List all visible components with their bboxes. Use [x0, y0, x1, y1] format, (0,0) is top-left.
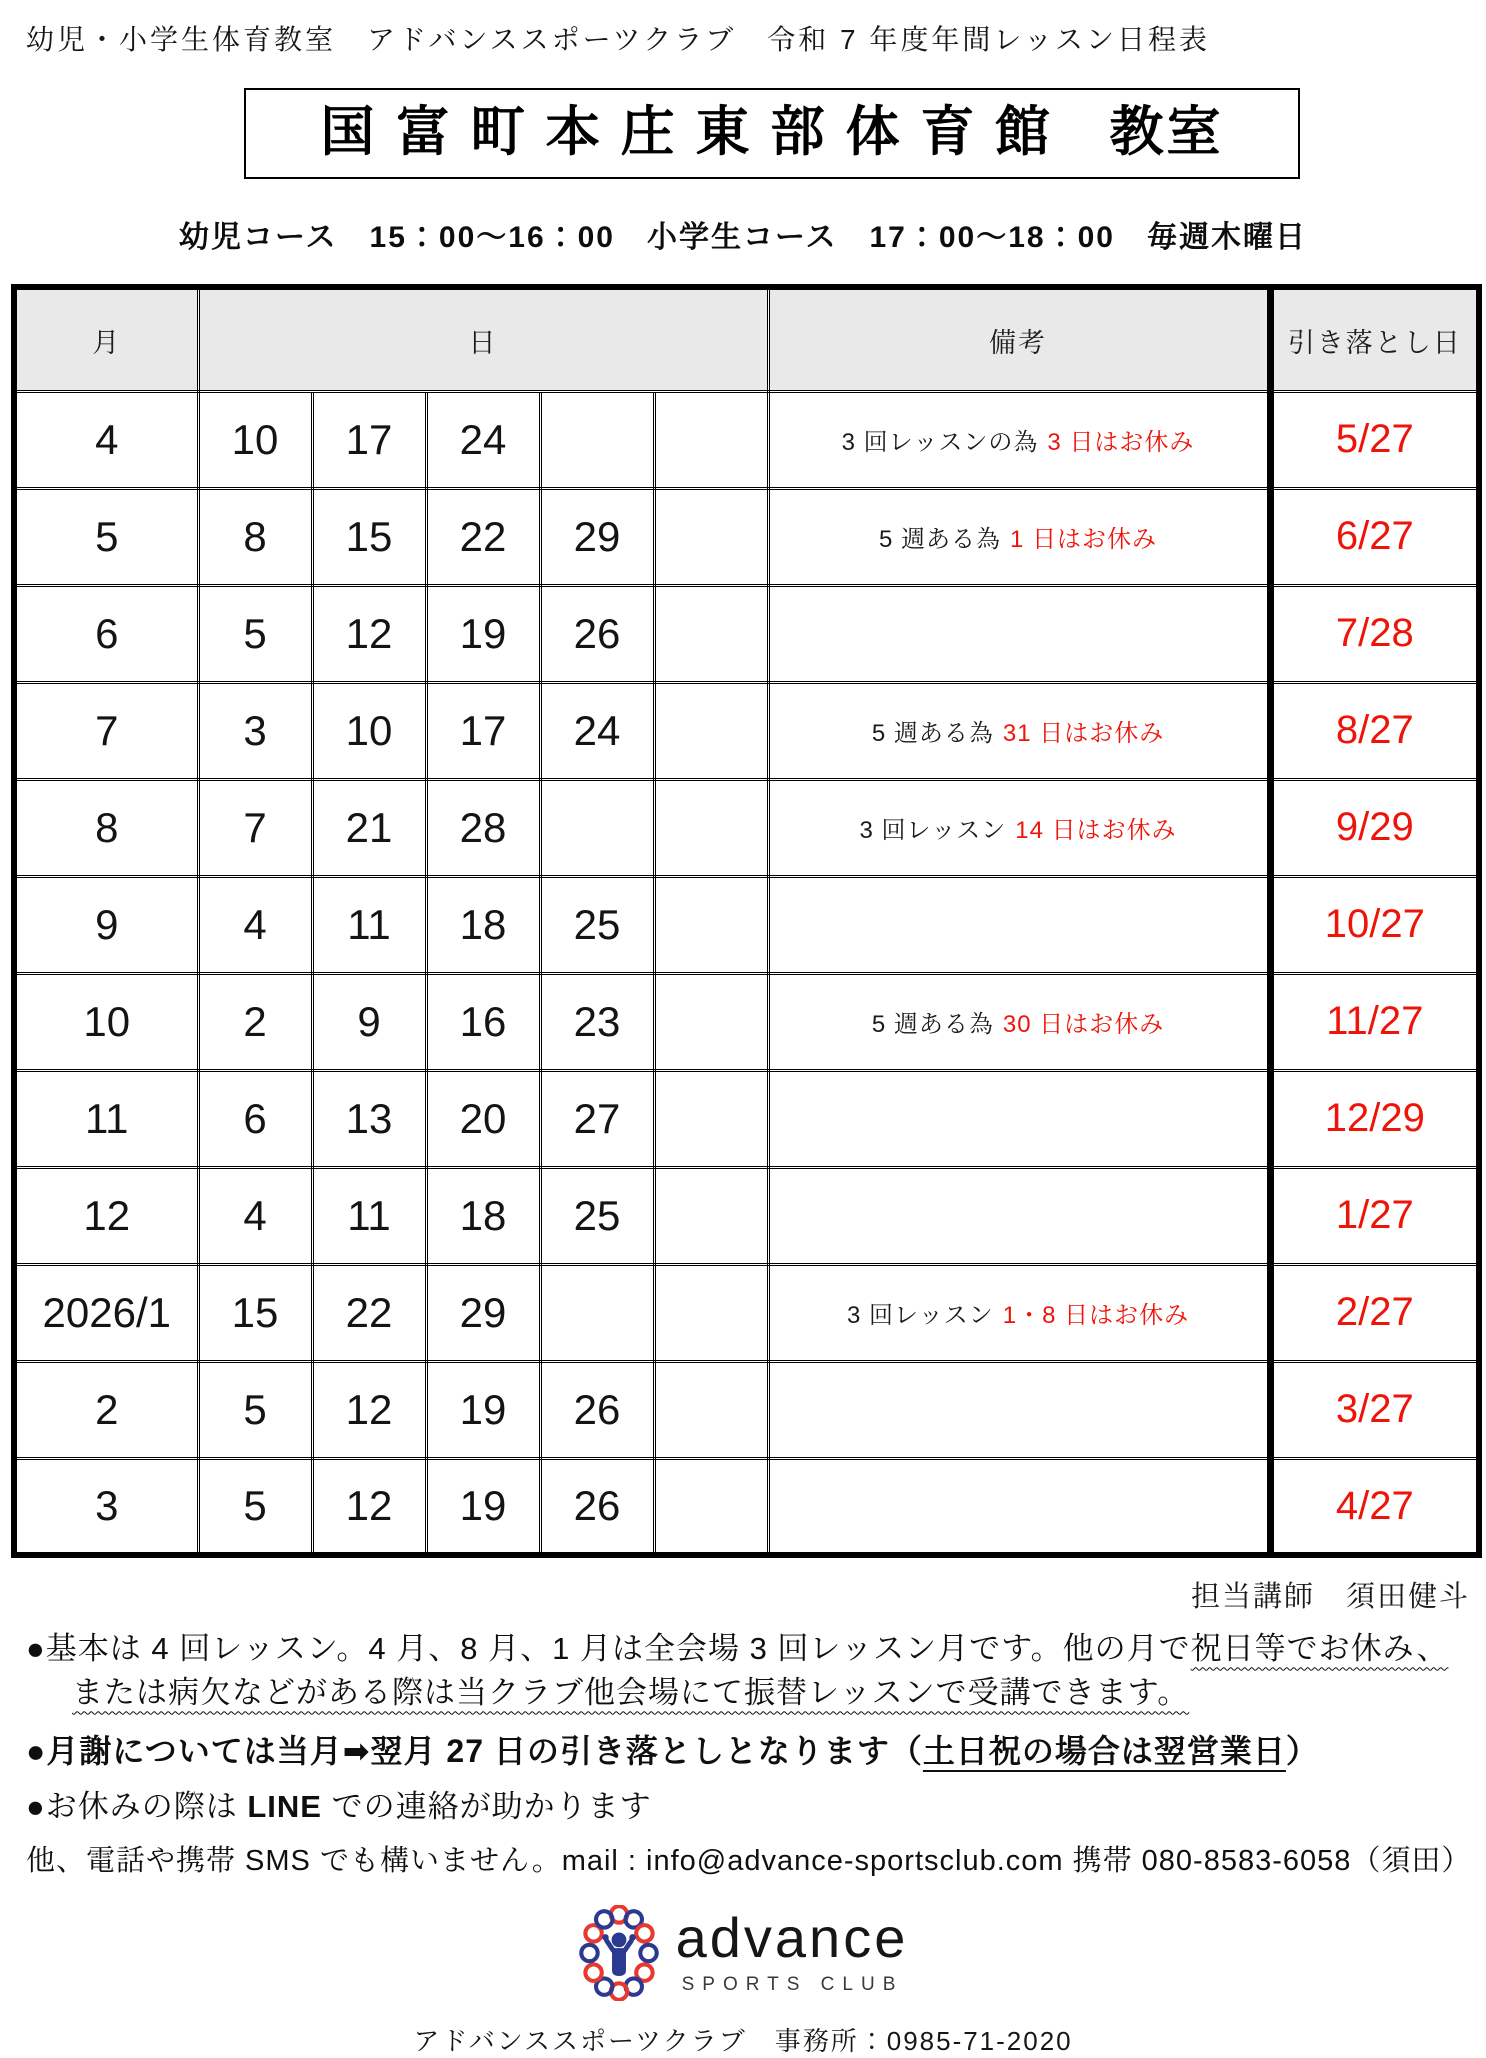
day-cell: 9 [312, 973, 426, 1070]
day-cell [654, 1070, 768, 1167]
day-cell: 17 [426, 682, 540, 779]
note-cell [768, 391, 1270, 488]
month-cell: 2026/1 [14, 1264, 198, 1361]
day-cell: 20 [426, 1070, 540, 1167]
note-highlight-text: 3 日はお休み [1047, 429, 1195, 457]
day-cell: 11 [312, 876, 426, 973]
day-cell: 17 [312, 391, 426, 488]
day-cell: 5 [198, 585, 312, 682]
month-cell: 5 [14, 488, 198, 585]
debit-date-cell: 4/27 [1270, 1458, 1479, 1555]
day-cell: 5 [198, 1361, 312, 1458]
day-cell [654, 1264, 768, 1361]
day-cell [654, 973, 768, 1070]
table-header-row [14, 287, 1479, 391]
day-cell: 25 [540, 876, 654, 973]
lesson-schedule-table [11, 284, 1482, 1558]
note-line-4 [26, 1785, 1466, 1829]
schedule-row [14, 1167, 1479, 1264]
debit-date-cell: 6/27 [1270, 488, 1479, 585]
day-cell: 3 [198, 682, 312, 779]
debit-date-cell: 10/27 [1270, 876, 1479, 973]
schedule-row [14, 1070, 1479, 1167]
note-cell [768, 682, 1270, 779]
day-cell: 23 [540, 973, 654, 1070]
note-cell [768, 1361, 1270, 1458]
schedule-row [14, 682, 1479, 779]
schedule-row [14, 1458, 1479, 1555]
note-cell [768, 488, 1270, 585]
day-cell: 25 [540, 1167, 654, 1264]
note-line-4-line-word: LINE [247, 1789, 322, 1825]
day-cell: 11 [312, 1167, 426, 1264]
note-highlight-text: 31 日はお休み [1002, 720, 1165, 748]
note-cell [768, 585, 1270, 682]
day-cell: 15 [312, 488, 426, 585]
note-line-2-wavy-text: または病欠などがある際は当クラブ他会場にて振替レッスンで受講できます。 [72, 1675, 1190, 1711]
debit-date-cell: 7/28 [1270, 585, 1479, 682]
office-phone-footer: アドバンススポーツクラブ 事務所：0985-71-2020 [413, 2026, 1073, 2057]
day-cell [540, 391, 654, 488]
note-cell [768, 1070, 1270, 1167]
note-cell [768, 973, 1270, 1070]
day-cell [540, 779, 654, 876]
day-cell: 22 [426, 488, 540, 585]
day-cell: 27 [540, 1070, 654, 1167]
col-header-note: 備考 [768, 287, 1270, 391]
note-line-3-underlined-text: 土日祝の場合は翌営業日 [922, 1733, 1286, 1770]
footer-notes [0, 1627, 1486, 1883]
note-line-4-text: ●お休みの際は [26, 1789, 248, 1825]
day-cell: 24 [540, 682, 654, 779]
day-cell: 10 [312, 682, 426, 779]
schedule-row [14, 1361, 1479, 1458]
venue-title: 国 富 町 本 庄 東 部 体 育 館 教室 [320, 102, 1224, 162]
month-cell: 12 [14, 1167, 198, 1264]
schedule-row [14, 488, 1479, 585]
schedule-row [14, 973, 1479, 1070]
note-line-3 [26, 1729, 1466, 1773]
note-highlight-text: 1 日はお休み [1010, 526, 1158, 554]
month-cell: 6 [14, 585, 198, 682]
day-cell: 4 [198, 876, 312, 973]
note-cell [768, 876, 1270, 973]
document-header-line: 幼児・小学生体育教室 アドバンススポーツクラブ 令和 7 年度年間レッスン日程表 [26, 24, 1211, 55]
debit-date-cell: 3/27 [1270, 1361, 1479, 1458]
day-cell: 19 [426, 1458, 540, 1555]
debit-date-cell: 1/27 [1270, 1167, 1479, 1264]
day-cell [654, 1167, 768, 1264]
day-cell: 29 [426, 1264, 540, 1361]
note-line-1-text: ●基本は 4 回レッスン。4 月、8 月、1 月は全会場 3 回レッスン月です。他の月で [26, 1631, 1191, 1667]
day-cell: 6 [198, 1070, 312, 1167]
club-logo [0, 1901, 1486, 2005]
course-times-subtitle: 幼児コース 15：00～16：00 小学生コース 17：00～18：00 毎週木曜日 [179, 221, 1307, 255]
venue-title-box [244, 88, 1300, 179]
day-cell: 7 [198, 779, 312, 876]
day-cell: 12 [312, 1361, 426, 1458]
day-cell: 26 [540, 1458, 654, 1555]
month-cell: 2 [14, 1361, 198, 1458]
day-cell: 5 [198, 1458, 312, 1555]
note-text: 5 週ある為 [871, 1011, 994, 1039]
day-cell: 18 [426, 1167, 540, 1264]
day-cell [654, 391, 768, 488]
note-line-2 [26, 1671, 1466, 1715]
day-cell: 2 [198, 973, 312, 1070]
note-line-3-text: ●月謝については当月➡翌月 27 日の引き落としとなります（ [26, 1733, 923, 1770]
day-cell [540, 1264, 654, 1361]
schedule-row [14, 779, 1479, 876]
note-cell [768, 1458, 1270, 1555]
day-cell: 28 [426, 779, 540, 876]
day-cell [654, 1361, 768, 1458]
club-logo-name: advance [675, 1906, 909, 1970]
month-cell: 8 [14, 779, 198, 876]
note-highlight-text: 14 日はお休み [1015, 817, 1177, 845]
day-cell [654, 488, 768, 585]
debit-date-cell: 8/27 [1270, 682, 1479, 779]
note-line-3-close: ） [1285, 1733, 1319, 1770]
day-cell [654, 585, 768, 682]
day-cell: 26 [540, 1361, 654, 1458]
col-header-days: 日 [198, 287, 768, 391]
day-cell: 21 [312, 779, 426, 876]
day-cell: 13 [312, 1070, 426, 1167]
day-cell [654, 682, 768, 779]
note-highlight-text: 30 日はお休み [1002, 1011, 1165, 1039]
note-line-1 [26, 1627, 1466, 1671]
debit-date-cell: 11/27 [1270, 973, 1479, 1070]
day-cell [654, 876, 768, 973]
note-highlight-text: 1・8 日はお休み [1002, 1302, 1190, 1330]
day-cell: 16 [426, 973, 540, 1070]
club-logo-subtext: SPORTS CLUB [681, 1974, 904, 1996]
day-cell [654, 1458, 768, 1555]
month-cell: 4 [14, 391, 198, 488]
note-cell [768, 1264, 1270, 1361]
schedule-row [14, 391, 1479, 488]
note-cell [768, 779, 1270, 876]
col-header-debit-date: 引き落とし日 [1270, 287, 1479, 391]
month-cell: 9 [14, 876, 198, 973]
note-text: 3 回レッスンの為 [841, 429, 1039, 457]
schedule-row [14, 585, 1479, 682]
debit-date-cell: 2/27 [1270, 1264, 1479, 1361]
day-cell: 10 [198, 391, 312, 488]
day-cell: 22 [312, 1264, 426, 1361]
schedule-row [14, 876, 1479, 973]
note-text: 5 週ある為 [871, 720, 994, 748]
day-cell: 12 [312, 585, 426, 682]
note-text: 3 回レッスン [846, 1302, 994, 1330]
debit-date-cell: 12/29 [1270, 1070, 1479, 1167]
day-cell [654, 779, 768, 876]
debit-date-cell: 5/27 [1270, 391, 1479, 488]
day-cell: 15 [198, 1264, 312, 1361]
day-cell: 18 [426, 876, 540, 973]
month-cell: 11 [14, 1070, 198, 1167]
contact-line: 他、電話や携帯 SMS でも構いません。mail : info@advance-sportsclub.com 携帯 080-8583-6058（須田） [26, 1845, 1472, 1878]
note-text: 3 回レッスン [859, 817, 1007, 845]
col-header-month: 月 [14, 287, 198, 391]
day-cell: 4 [198, 1167, 312, 1264]
day-cell: 26 [540, 585, 654, 682]
day-cell: 24 [426, 391, 540, 488]
club-emblem-icon [578, 1905, 660, 2001]
month-cell: 3 [14, 1458, 198, 1555]
day-cell: 29 [540, 488, 654, 585]
month-cell: 7 [14, 682, 198, 779]
debit-date-cell: 9/29 [1270, 779, 1479, 876]
club-logo-words [675, 1906, 909, 1996]
day-cell: 19 [426, 1361, 540, 1458]
instructor-credit: 担当講師 須田健斗 [1190, 1581, 1470, 1614]
note-cell [768, 1167, 1270, 1264]
note-text: 5 週ある為 [879, 526, 1002, 554]
month-cell: 10 [14, 973, 198, 1070]
note-line-1-wavy-text: 祝日等でお休み、 [1190, 1631, 1449, 1667]
day-cell: 12 [312, 1458, 426, 1555]
schedule-row [14, 1264, 1479, 1361]
note-line-4-tail: での連絡が助かります [321, 1789, 652, 1825]
day-cell: 8 [198, 488, 312, 585]
day-cell: 19 [426, 585, 540, 682]
